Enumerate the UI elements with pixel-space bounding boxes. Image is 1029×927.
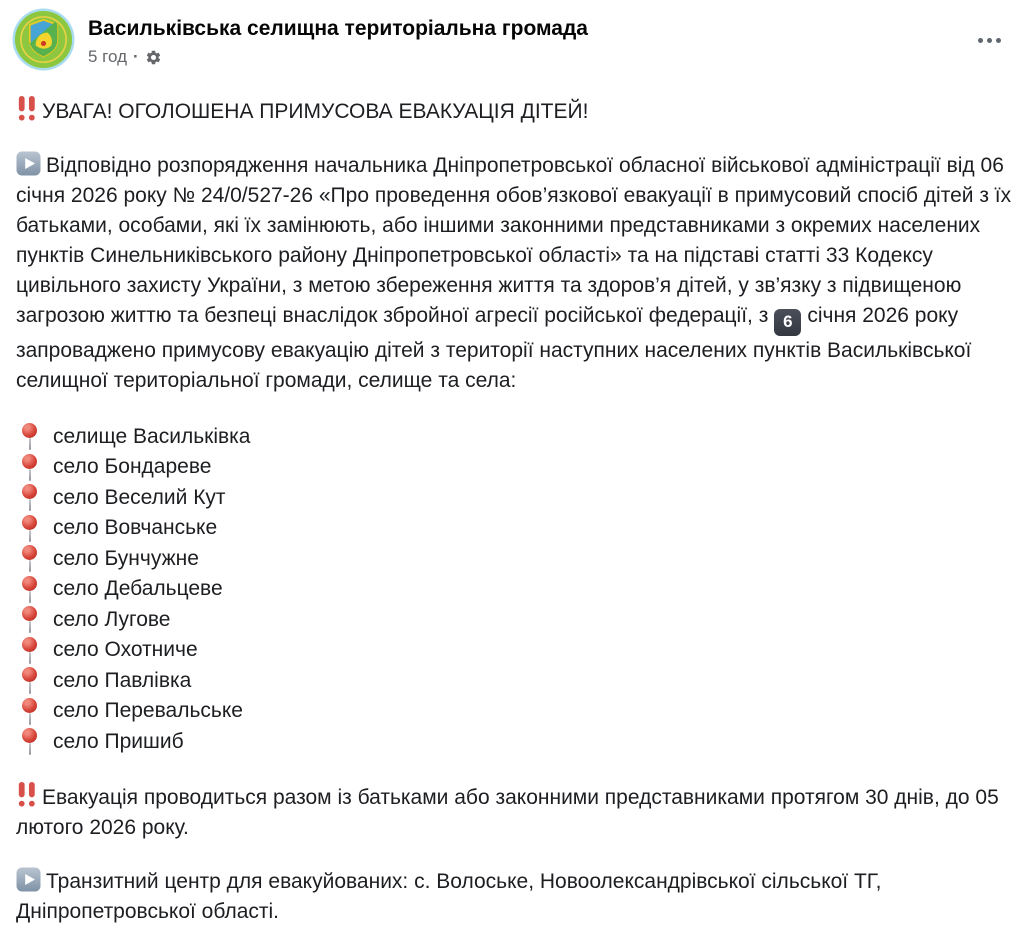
intro-text-before-keycap: Відповідно розпорядження начальника Дніпропетровської обласної військової адміністрації від 06 січня 2026 року № 24/0/527-26 «Про проведення обов’язкової евакуації в примусовий спосіб дітей з їх батьками, особами, які їх замінюють, або іншими законними представниками з окремих населених пунктів Синельниківського району Дніпропетровської області» та на підставі статті 33 Кодексу цивільного захисту України, з метою збереження життя та здоров’я дітей, у зв’язку з підвищеною загрозою життю та безпеці внаслідок збройної агресії російської федерації, з [16,154,1012,327]
village-item [16,727,1013,758]
ellipsis-dot [987,38,992,43]
round-pushpin-icon [22,544,38,573]
village-name: село Веселий Кут [53,485,226,509]
double-exclamation-icon [16,95,39,122]
duration-text: Евакуація проводиться разом із батьками або законними представниками протягом 30 днів, до 05 лютого 2026 року. [16,786,999,839]
village-item [16,666,1013,697]
post-content [0,95,1029,927]
round-pushpin-icon [22,483,38,512]
community-emblem-icon [12,8,75,71]
round-pushpin-icon [22,422,38,451]
round-pushpin-icon [22,666,38,695]
double-exclamation-icon [16,781,39,808]
village-name: село Лугове [53,607,171,631]
village-name: село Охотниче [53,638,198,662]
village-name: село Вовчанське [53,516,218,540]
header-text [88,8,588,67]
village-name: село Бондареве [53,455,212,479]
village-item [16,483,1013,514]
gear-icon [145,49,162,66]
post-header [0,0,1029,71]
village-name: село Перевальське [53,699,243,723]
village-name: село Пришиб [53,729,184,753]
round-pushpin-icon [22,514,38,543]
village-item [16,605,1013,636]
intro-text-after-keycap: січня 2026 року запроваджено примусову евакуацію дітей з території наступних населених пунктів Васильківської селищної територіальної громади, селище та села: [16,304,972,392]
round-pushpin-icon [22,605,38,634]
village-item [16,696,1013,727]
page-name-link[interactable]: Васильківська селищна територіальна громада [88,17,588,40]
ellipsis-dot [996,38,1001,43]
village-list [16,422,1013,758]
duration-paragraph [16,781,1013,843]
village-item [16,544,1013,575]
village-name: село Павлівка [53,668,192,692]
post-title [16,95,1013,127]
village-item [16,513,1013,544]
meta-separator: · [133,47,139,66]
transit-paragraph [16,867,1013,927]
village-item [16,452,1013,483]
village-item [16,635,1013,666]
post-meta [88,47,588,67]
village-name: селище Васильківка [53,424,251,448]
village-item [16,574,1013,605]
post-title-text: УВАГА! ОГОЛОШЕНА ПРИМУСОВА ЕВАКУАЦІЯ ДІТЕЙ! [42,100,589,123]
transit-text: Транзитний центр для евакуйованих: с. Волоське, Новоолександрівської сільської ТГ, Дніпропетровської області. [16,870,882,923]
avatar[interactable] [12,8,75,71]
post-intro-paragraph [16,151,1013,396]
village-name: село Дебальцеве [53,577,223,601]
village-name: село Бунчужне [53,546,199,570]
round-pushpin-icon [22,453,38,482]
timestamp[interactable]: 5 год [88,47,128,66]
round-pushpin-icon [22,697,38,726]
round-pushpin-icon [22,636,38,665]
round-pushpin-icon [22,727,38,756]
post-options-button[interactable] [972,32,1007,49]
play-button-icon [16,151,41,176]
keycap-6-icon: 6 [774,309,801,336]
village-item [16,422,1013,453]
ellipsis-dot [978,38,983,43]
play-button-icon [16,867,41,892]
round-pushpin-icon [22,575,38,604]
